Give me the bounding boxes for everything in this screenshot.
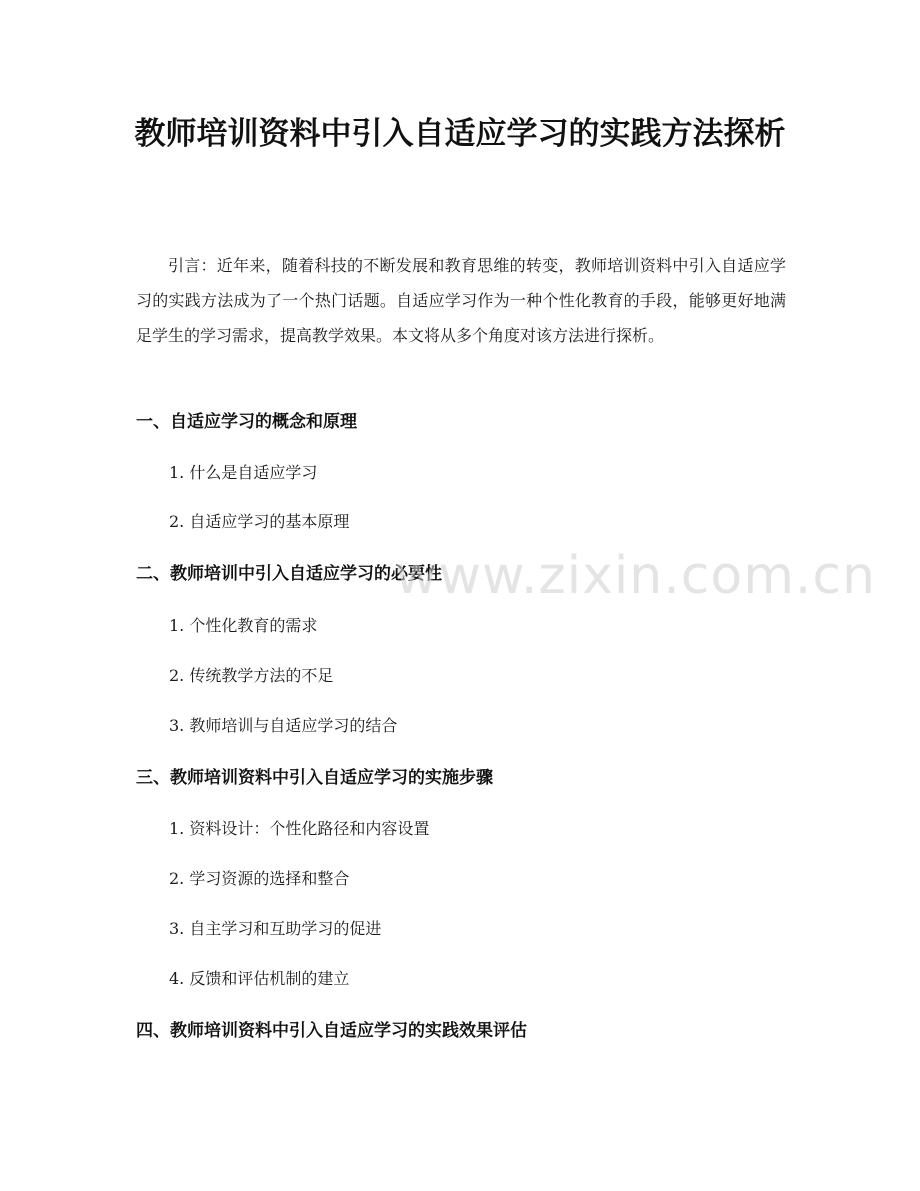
section-2-heading: 二、教师培训中引入自适应学习的必要性 — [136, 564, 442, 584]
section-3-item-4: 4. 反馈和评估机制的建立 — [169, 969, 350, 988]
section-2-item-1: 1. 个性化教育的需求 — [169, 616, 318, 635]
section-2-item-2: 2. 传统教学方法的不足 — [169, 666, 334, 685]
section-1-item-1: 1. 什么是自适应学习 — [169, 463, 318, 482]
section-4-heading: 四、教师培训资料中引入自适应学习的实践效果评估 — [136, 1021, 527, 1041]
section-3-item-1: 1. 资料设计：个性化路径和内容设置 — [169, 819, 430, 838]
watermark: www.zixin.com.cn — [395, 546, 876, 606]
section-3-item-2: 2. 学习资源的选择和整合 — [169, 869, 350, 888]
section-1-item-2: 2. 自适应学习的基本原理 — [169, 512, 350, 531]
intro-paragraph: 引言：近年来，随着科技的不断发展和教育思维的转变，教师培训资料中引入自适应学习的实践方法成为了一个热门话题。自适应学习作为一种个性化教育的手段，能够更好地满足学生的学习需求，提高教学效果。本文将从多个角度对该方法进行探析。 — [136, 256, 786, 345]
section-1-heading: 一、自适应学习的概念和原理 — [136, 412, 357, 432]
section-3-heading: 三、教师培训资料中引入自适应学习的实施步骤 — [136, 768, 493, 788]
document-title: 教师培训资料中引入自适应学习的实践方法探析 — [134, 116, 786, 152]
section-2-item-3: 3. 教师培训与自适应学习的结合 — [169, 716, 398, 735]
section-3-item-3: 3. 自主学习和互助学习的促进 — [169, 919, 382, 938]
